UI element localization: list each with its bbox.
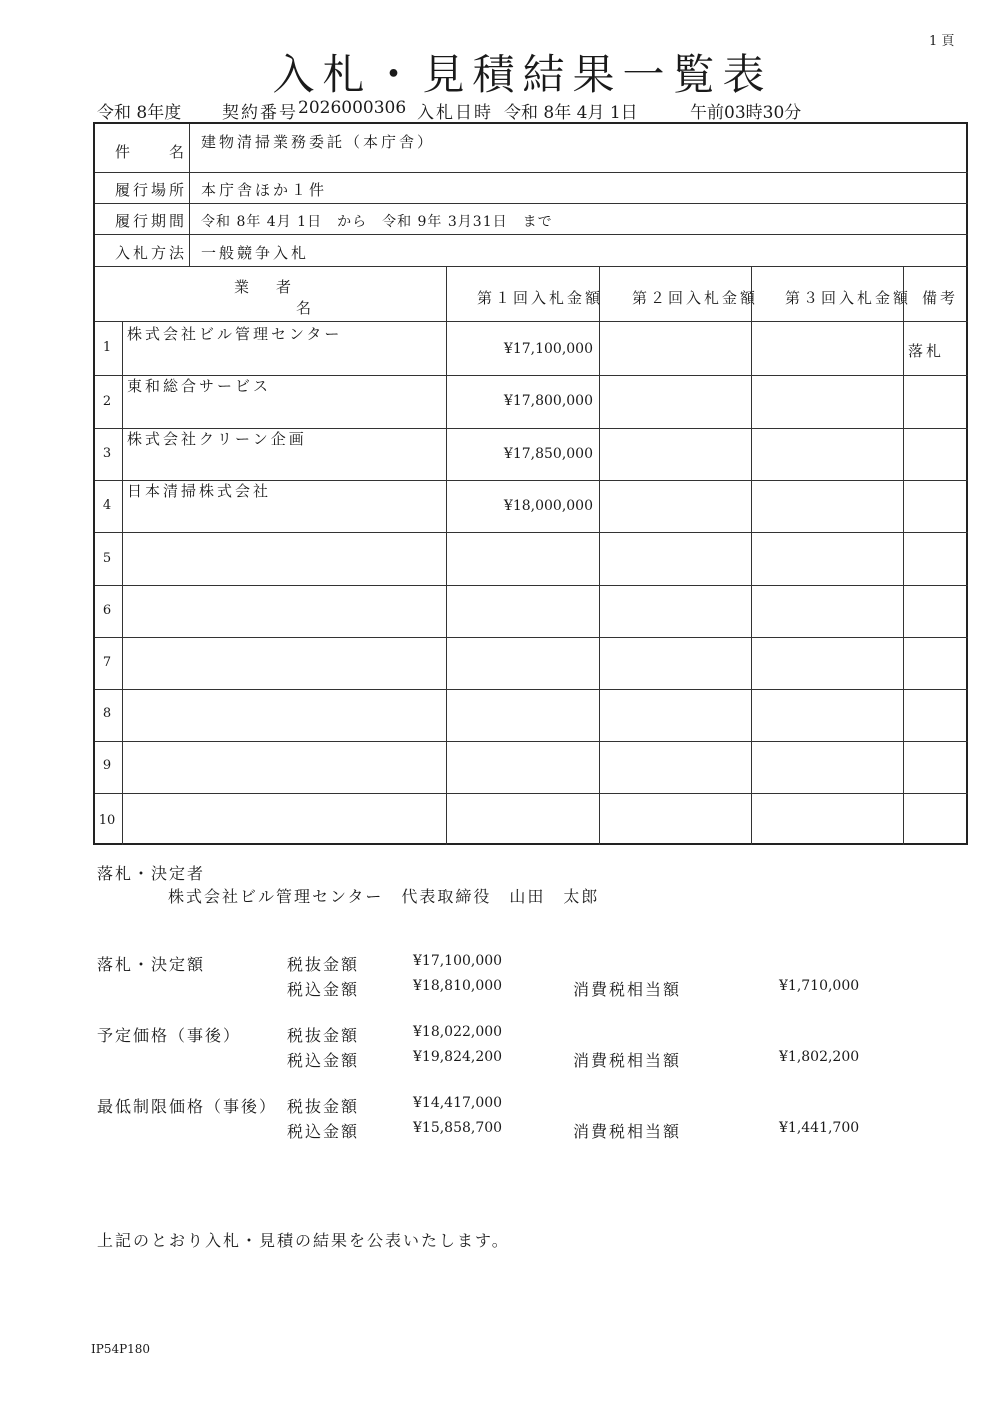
tax-amount: ¥1,441,700 <box>779 1120 860 1136</box>
vendor-name: 株式会社ビル管理センター <box>127 325 343 343</box>
row-number: 10 <box>98 813 116 828</box>
vendor-name: 日本清掃株式会社 <box>127 482 272 500</box>
incl-tax-amount: ¥15,858,700 <box>413 1120 503 1136</box>
page-title: 入札・見積結果一覧表 <box>272 50 773 99</box>
bid-time: 午前03時30分 <box>690 103 802 123</box>
method-label: 入札方法 <box>115 244 188 262</box>
row-number: 7 <box>102 655 112 670</box>
excl-tax-label: 税抜金額 <box>287 955 360 974</box>
award-amount-label: 落札・決定額 <box>97 955 206 974</box>
page-number: 1 頁 <box>929 34 955 49</box>
col-round1: 第１回入札金額 <box>477 289 604 307</box>
bid-date: 令和 8年 4月 1日 <box>504 103 638 123</box>
fiscal-year: 令和 8年度 <box>97 103 182 123</box>
tax-label: 消費税相当額 <box>573 1051 682 1070</box>
row-number: 4 <box>102 498 112 513</box>
excl-tax-label: 税抜金額 <box>287 1026 360 1045</box>
row-number: 6 <box>102 603 112 618</box>
excl-tax-amount: ¥17,100,000 <box>413 953 503 969</box>
contract-no-label: 契約番号 <box>222 103 298 123</box>
remark-text: 上記のとおり入札・見積の結果を公表いたします。 <box>97 1231 510 1250</box>
period-label: 履行期間 <box>115 212 188 230</box>
row-number: 1 <box>102 340 112 355</box>
planned-price-label: 予定価格（事後） <box>97 1026 242 1045</box>
incl-tax-label: 税込金額 <box>287 980 360 999</box>
tax-amount: ¥1,802,200 <box>779 1049 860 1065</box>
col-vendor-line2: 名 <box>296 299 315 317</box>
date-label: 入札日時 <box>417 103 493 123</box>
excl-tax-amount: ¥18,022,000 <box>413 1024 503 1040</box>
excl-tax-label: 税抜金額 <box>287 1097 360 1116</box>
place-label: 履行場所 <box>115 181 188 199</box>
method-value: 一般競争入札 <box>201 244 310 262</box>
vendor-name: 株式会社クリーン企画 <box>127 430 307 448</box>
tax-amount: ¥1,710,000 <box>779 978 860 994</box>
form-code: IP54P180 <box>91 1342 151 1356</box>
incl-tax-label: 税込金額 <box>287 1122 360 1141</box>
minimum-price-label: 最低制限価格（事後） <box>97 1097 278 1116</box>
tax-label: 消費税相当額 <box>573 980 682 999</box>
excl-tax-amount: ¥14,417,000 <box>413 1095 503 1111</box>
row-number: 9 <box>102 758 112 773</box>
tax-label: 消費税相当額 <box>573 1122 682 1141</box>
col-vendor-line1: 業 者 <box>234 278 298 296</box>
place-value: 本庁舎ほか１件 <box>201 181 328 199</box>
row-number: 5 <box>102 551 112 566</box>
row-note: 落札 <box>908 342 945 360</box>
col-round3: 第３回入札金額 <box>785 289 912 307</box>
winner-value: 株式会社ビル管理センター 代表取締役 山田 太郎 <box>168 887 600 906</box>
col-note: 備考 <box>922 289 959 307</box>
bid-amount: ¥17,100,000 <box>503 341 593 357</box>
winner-label: 落札・決定者 <box>97 864 206 883</box>
vendor-name: 東和総合サービス <box>127 377 272 395</box>
bid-amount: ¥17,850,000 <box>503 446 593 462</box>
incl-tax-amount: ¥18,810,000 <box>413 978 503 994</box>
bid-amount: ¥18,000,000 <box>503 498 593 514</box>
name-value: 建物清掃業務委託（本庁舎） <box>201 133 436 151</box>
contract-no: 2026000306 <box>298 98 407 118</box>
row-number: 8 <box>102 706 112 721</box>
period-value: 令和 8年 4月 1日 から 令和 9年 3月31日 まで <box>201 214 553 230</box>
row-number: 3 <box>102 446 112 461</box>
col-round2: 第２回入札金額 <box>632 289 759 307</box>
row-number: 2 <box>102 394 112 409</box>
name-label: 件 名 <box>115 143 188 161</box>
bid-amount: ¥17,800,000 <box>503 393 593 409</box>
incl-tax-amount: ¥19,824,200 <box>413 1049 503 1065</box>
incl-tax-label: 税込金額 <box>287 1051 360 1070</box>
